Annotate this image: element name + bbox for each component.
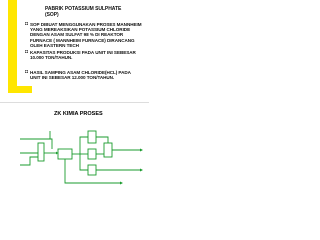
flow-arrow-icon xyxy=(140,169,143,172)
slide-top xyxy=(0,0,149,102)
process-unit-box xyxy=(88,165,96,175)
process-unit-box xyxy=(38,143,44,161)
bullet-text: SOP DIBUAT MENGGUNAKAN PROSES MANNHEIM YANG MEREAKSIKAN POTASSIUM CHLORIDE DENGAN ASAM SULFAT 98 % DI REAKTOR FURNACE ( MANNHEIM FURNACE) DIRANCANG OLEH EASTERN TECH xyxy=(30,22,142,48)
panel-title: ZK KIMIA PROSES xyxy=(54,111,103,117)
bullet-icon: ◘ xyxy=(25,21,29,27)
slide-bottom xyxy=(0,102,149,199)
bullet-text: KAPASITAS PRODUKSI PADA UNIT INI SEBESAR 10.000 TON/TAHUN. xyxy=(30,50,136,61)
flow-arrow-icon xyxy=(140,149,143,152)
process-unit-box xyxy=(88,149,96,159)
accent-bar xyxy=(8,0,17,86)
bullet-icon: ◘ xyxy=(25,49,29,55)
flow-line xyxy=(80,137,88,154)
slide-title: PABRIK POTASSIUM SULPHATE (SOP) xyxy=(45,6,122,18)
flow-line xyxy=(96,137,108,143)
flow-line xyxy=(20,157,38,165)
accent-bar-foot xyxy=(8,86,32,93)
flow-line xyxy=(20,139,52,149)
bullet-text: HASIL SAMPING ASAM CHLORIDE(HCL) PADA UNIT INI SEBESAR 12.000 TON/TAHUN. xyxy=(30,70,131,81)
flow-arrow-icon xyxy=(120,182,123,185)
process-unit-box xyxy=(88,131,96,143)
furnace-box xyxy=(58,149,72,159)
process-unit-box xyxy=(104,143,112,157)
process-flow-diagram xyxy=(0,103,149,199)
bullet-icon: ◘ xyxy=(25,69,29,75)
flow-line xyxy=(65,159,120,183)
flow-line xyxy=(80,154,88,170)
